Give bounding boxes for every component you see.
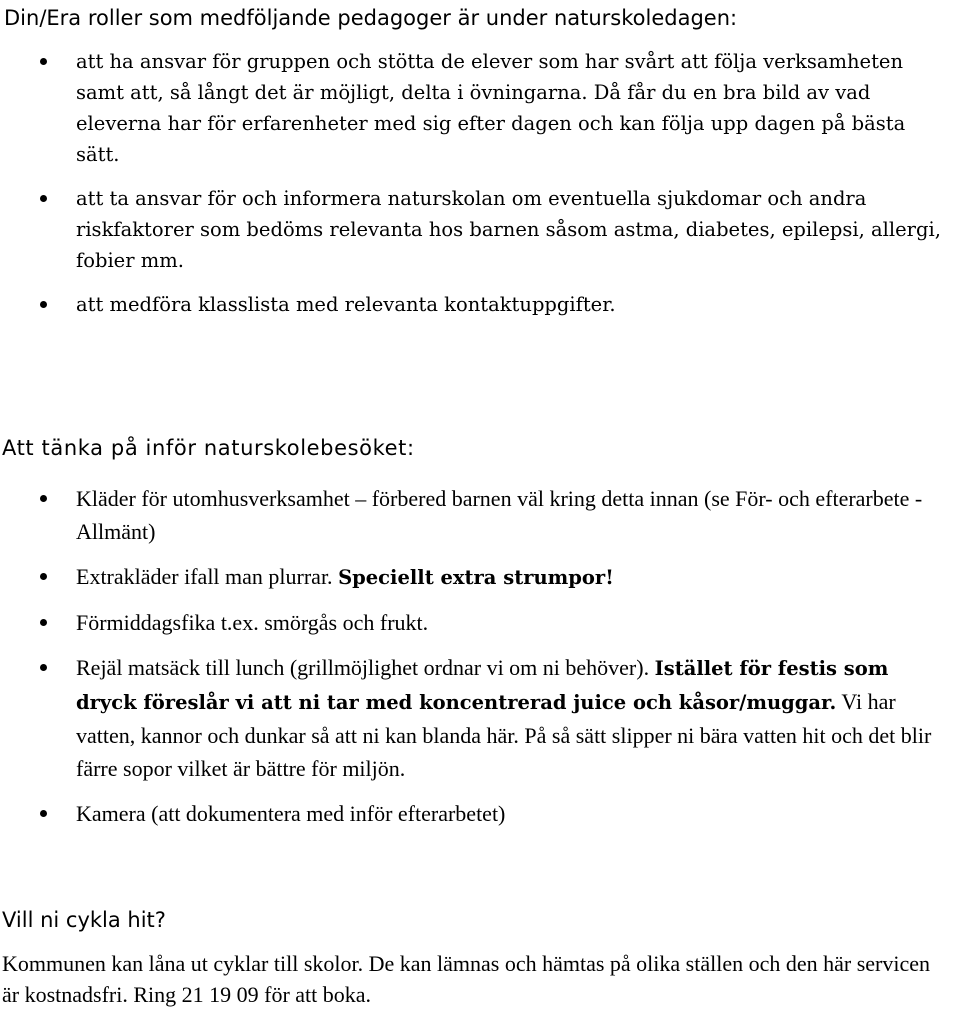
bullet-icon <box>40 573 47 580</box>
list-item <box>0 482 960 548</box>
bike-paragraph: Kommunen kan låna ut cyklar till skolor. De kan lämnas och hämtas på olika ställen och den här servicen är kostnadsfri. Ring 21 19 09 för att boka. <box>2 951 931 1007</box>
bullet-icon <box>40 195 47 202</box>
list-item <box>0 560 960 594</box>
list-item <box>0 797 960 830</box>
bullet-icon <box>40 58 47 65</box>
list-item-emphasis: Speciellt extra strumpor! <box>338 566 614 589</box>
list-item-text: Kamera (att dokumentera med inför efterarbetet) <box>76 801 506 826</box>
prep-list <box>0 482 960 842</box>
list-item-text: Kläder för utomhusverksamhet – förbered barnen väl kring detta innan (se För- och efterarbete - Allmänt) <box>76 486 923 544</box>
list-item <box>0 46 960 170</box>
bullet-icon <box>40 301 47 308</box>
prep-heading: Att tänka på inför naturskolebesöket: <box>2 436 415 460</box>
roles-list <box>0 46 960 333</box>
list-item-text: Vi har vatten, kannor och dunkar så att ni kan blanda här. På så sätt slipper ni bära vatten hit och det blir färre sopor vilket är bättre för miljön. <box>76 689 932 781</box>
bullet-icon <box>40 810 47 817</box>
list-item-text: att medföra klasslista med relevanta kontaktuppgifter. <box>76 293 616 316</box>
bike-heading: Vill ni cykla hit? <box>2 908 166 932</box>
list-item-emphasis: Istället för festis som dryck föreslår vi att ni tar med koncentrerad juice och kåsor/muggar. <box>76 657 889 714</box>
list-item <box>0 651 960 785</box>
bullet-icon <box>40 619 47 626</box>
roles-heading: Din/Era roller som medföljande pedagoger är under naturskoledagen: <box>4 6 738 30</box>
bullet-icon <box>40 495 47 502</box>
bullet-icon <box>40 664 47 671</box>
list-item-text: Rejäl matsäck till lunch (grillmöjlighet ordnar vi om ni behöver). <box>76 655 655 680</box>
list-item <box>0 606 960 639</box>
list-item-text: Extrakläder ifall man plurrar. <box>76 564 339 589</box>
list-item-text: att ta ansvar för och informera naturskolan om eventuella sjukdomar och andra riskfaktorer som bedöms relevanta hos barnen såsom astma, diabetes, epilepsi, allergi, fobier mm. <box>76 187 941 272</box>
list-item-text: att ha ansvar för gruppen och stötta de elever som har svårt att följa verksamheten samt att, så långt det är möjligt, delta i övningarna. Då får du en bra bild av vad eleverna har för erfarenheter med sig efter dagen och kan följa upp dagen på bästa sätt. <box>76 50 906 166</box>
list-item-text: Förmiddagsfika t.ex. smörgås och frukt. <box>76 610 429 635</box>
list-item <box>0 289 960 320</box>
list-item <box>0 183 960 276</box>
